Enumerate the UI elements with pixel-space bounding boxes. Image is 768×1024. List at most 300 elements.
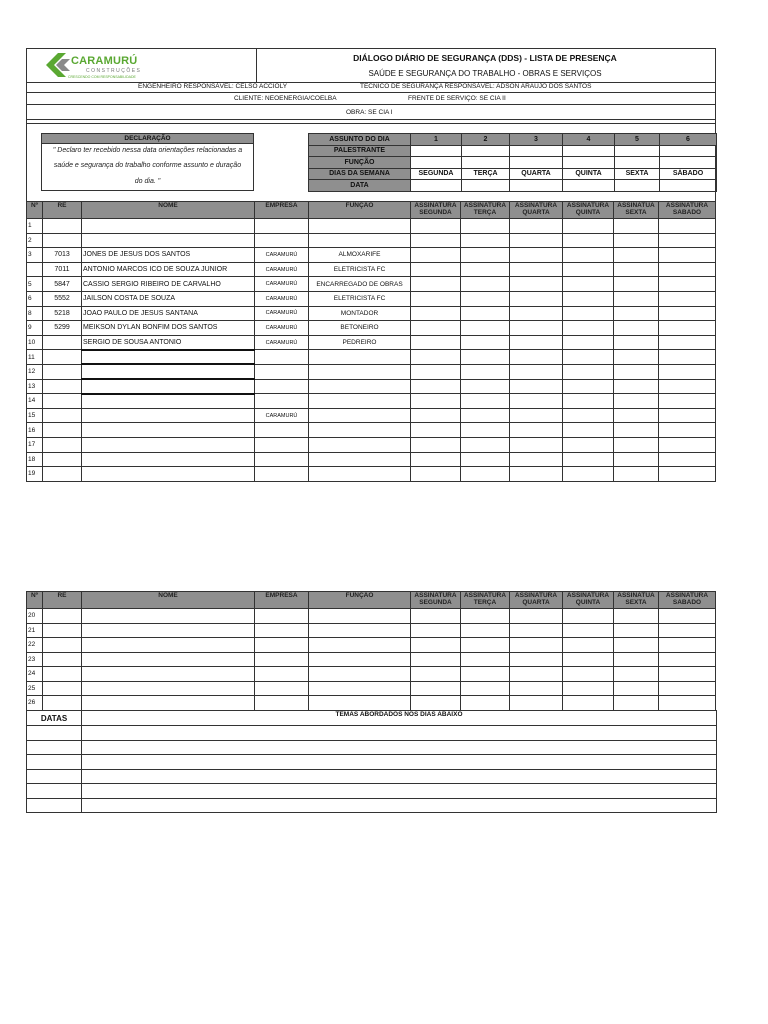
column-header: NOME	[82, 202, 255, 219]
signature-cell[interactable]	[614, 321, 659, 336]
signature-cell[interactable]	[411, 335, 461, 350]
signature-cell[interactable]	[461, 623, 510, 638]
employee-cell[interactable]	[82, 696, 255, 711]
signature-cell[interactable]	[614, 335, 659, 350]
signature-cell[interactable]	[563, 696, 614, 711]
signature-cell[interactable]	[659, 233, 716, 248]
signature-cell[interactable]	[659, 379, 716, 394]
signature-cell[interactable]	[411, 696, 461, 711]
employee-cell[interactable]	[43, 638, 82, 653]
signature-cell[interactable]	[659, 609, 716, 624]
signature-cell[interactable]	[614, 408, 659, 423]
signature-cell[interactable]	[461, 233, 510, 248]
subject-row-label: PALESTRANTE	[309, 145, 411, 157]
topic-text-cell[interactable]	[82, 769, 717, 784]
column-header: Nº	[27, 202, 43, 219]
signature-header-line-1: ASSINATURA	[566, 202, 610, 209]
logo-name: CARAMURÚ	[71, 55, 138, 67]
signature-header-line-2: SEXTA	[625, 599, 647, 606]
signature-cell[interactable]	[614, 364, 659, 379]
signature-cell[interactable]	[510, 609, 563, 624]
signature-header-line-1: ASSINATURA	[514, 202, 558, 209]
signature-cell[interactable]	[614, 262, 659, 277]
signature-cell[interactable]	[659, 306, 716, 321]
employee-cell[interactable]	[43, 681, 82, 696]
signature-cell[interactable]	[461, 262, 510, 277]
signature-cell[interactable]	[461, 394, 510, 409]
signature-cell[interactable]	[614, 277, 659, 292]
signature-cell[interactable]	[614, 609, 659, 624]
employee-function	[309, 233, 411, 248]
signature-cell[interactable]	[510, 277, 563, 292]
signature-cell[interactable]	[411, 350, 461, 365]
signature-cell[interactable]	[510, 233, 563, 248]
employee-company: CARAMURÚ	[255, 262, 309, 277]
employee-cell[interactable]	[309, 609, 411, 624]
signature-cell[interactable]	[461, 379, 510, 394]
employee-function	[309, 394, 411, 409]
employee-company	[255, 350, 309, 365]
signature-cell[interactable]	[411, 423, 461, 438]
subject-row-label: DATA	[309, 180, 411, 192]
employee-name: SERGIO DE SOUSA ANTONIO	[82, 335, 255, 350]
signature-cell[interactable]	[411, 609, 461, 624]
signature-cell[interactable]	[563, 306, 614, 321]
signature-cell[interactable]	[614, 652, 659, 667]
signature-cell[interactable]	[461, 291, 510, 306]
signature-cell[interactable]	[411, 291, 461, 306]
signature-header-line-2: TERÇA	[473, 599, 497, 606]
employee-company	[255, 394, 309, 409]
signature-cell[interactable]	[614, 248, 659, 263]
signature-cell[interactable]	[563, 233, 614, 248]
table-row	[27, 437, 716, 452]
employee-re: 5299	[43, 321, 82, 336]
row-number: 16	[27, 423, 43, 438]
signature-cell[interactable]	[614, 467, 659, 482]
signature-cell[interactable]	[510, 681, 563, 696]
signature-cell[interactable]	[614, 306, 659, 321]
row-number: 26	[27, 696, 43, 711]
signature-cell[interactable]	[563, 681, 614, 696]
signature-cell[interactable]	[614, 623, 659, 638]
employee-function	[309, 437, 411, 452]
signature-header-line-1: ASSINATURA	[463, 202, 507, 209]
signature-cell[interactable]	[411, 277, 461, 292]
employee-name	[82, 219, 255, 234]
employee-cell[interactable]	[309, 681, 411, 696]
subject-cell[interactable]	[462, 180, 510, 192]
signature-cell[interactable]	[614, 394, 659, 409]
employee-cell[interactable]	[82, 638, 255, 653]
employee-company	[255, 233, 309, 248]
signature-cell[interactable]	[563, 248, 614, 263]
signature-cell[interactable]	[659, 638, 716, 653]
signature-cell[interactable]	[659, 219, 716, 234]
signature-cell[interactable]	[411, 437, 461, 452]
subject-cell[interactable]	[510, 157, 563, 169]
signature-cell[interactable]	[510, 667, 563, 682]
signature-cell[interactable]	[510, 306, 563, 321]
signature-header-line-2: SEGUNDA	[419, 209, 452, 216]
subject-cell[interactable]	[462, 157, 510, 169]
signature-cell[interactable]	[510, 652, 563, 667]
employee-name	[82, 233, 255, 248]
topic-row	[27, 726, 717, 741]
signature-cell[interactable]	[614, 219, 659, 234]
signature-cell[interactable]	[411, 467, 461, 482]
signature-cell[interactable]	[510, 408, 563, 423]
signature-cell[interactable]	[461, 423, 510, 438]
row-number: 18	[27, 452, 43, 467]
signature-cell[interactable]	[461, 667, 510, 682]
signature-cell[interactable]	[461, 609, 510, 624]
employee-re	[43, 467, 82, 482]
table-row	[27, 609, 716, 624]
signature-cell[interactable]	[614, 233, 659, 248]
signature-cell[interactable]	[563, 609, 614, 624]
table-row	[27, 623, 716, 638]
topic-text-cell[interactable]	[82, 740, 717, 755]
row-number: 9	[27, 321, 43, 336]
signature-cell[interactable]	[510, 364, 563, 379]
topic-text-cell[interactable]	[82, 755, 717, 770]
subject-cell[interactable]	[510, 180, 563, 192]
employee-function	[309, 467, 411, 482]
signature-cell[interactable]	[411, 623, 461, 638]
row-number: 13	[27, 379, 43, 394]
signature-cell[interactable]	[614, 696, 659, 711]
attendance-table-continued	[26, 591, 716, 711]
employee-cell[interactable]	[309, 638, 411, 653]
topic-date-cell[interactable]	[27, 769, 82, 784]
table-row	[27, 452, 716, 467]
signature-cell[interactable]	[411, 394, 461, 409]
employee-function: ENCARREGADO DE OBRAS	[309, 277, 411, 292]
table-row	[27, 467, 716, 482]
table-row	[27, 233, 716, 248]
signature-cell[interactable]	[510, 291, 563, 306]
signature-cell[interactable]	[510, 696, 563, 711]
employee-name: ANTONIO MARCOS ICO DE SOUZA JUNIOR	[82, 262, 255, 277]
employee-cell[interactable]	[255, 696, 309, 711]
table-row	[27, 364, 716, 379]
signature-column-header	[411, 202, 461, 219]
signature-cell[interactable]	[563, 652, 614, 667]
signature-cell[interactable]	[461, 681, 510, 696]
topic-row	[27, 769, 717, 784]
signature-cell[interactable]	[411, 262, 461, 277]
table-row	[27, 277, 716, 292]
signature-cell[interactable]	[659, 623, 716, 638]
signature-cell[interactable]	[411, 638, 461, 653]
signature-cell[interactable]	[659, 291, 716, 306]
topic-text-cell[interactable]	[82, 798, 717, 813]
weekday-label: QUARTA	[510, 168, 563, 180]
column-header: EMPRESA	[255, 202, 309, 219]
signature-cell[interactable]	[510, 437, 563, 452]
employee-cell[interactable]	[43, 623, 82, 638]
signature-header-line-1: ASSINATURA	[665, 592, 709, 599]
signature-cell[interactable]	[510, 350, 563, 365]
signature-cell[interactable]	[461, 335, 510, 350]
signature-cell[interactable]	[510, 423, 563, 438]
signature-cell[interactable]	[614, 437, 659, 452]
employee-re	[43, 423, 82, 438]
signature-cell[interactable]	[510, 452, 563, 467]
signature-cell[interactable]	[510, 321, 563, 336]
row-number: 2	[27, 233, 43, 248]
signature-cell[interactable]	[614, 452, 659, 467]
signature-cell[interactable]	[659, 652, 716, 667]
employee-cell[interactable]	[82, 609, 255, 624]
signature-cell[interactable]	[659, 394, 716, 409]
signature-cell[interactable]	[614, 291, 659, 306]
signature-cell[interactable]	[659, 437, 716, 452]
signature-cell[interactable]	[563, 291, 614, 306]
topic-date-cell[interactable]	[27, 798, 82, 813]
signature-cell[interactable]	[659, 667, 716, 682]
topic-text-cell[interactable]	[82, 726, 717, 741]
signature-cell[interactable]	[659, 452, 716, 467]
employee-cell[interactable]	[255, 681, 309, 696]
signature-column-header	[614, 592, 659, 609]
signature-cell[interactable]	[510, 335, 563, 350]
employee-company	[255, 467, 309, 482]
employee-function: PEDREIRO	[309, 335, 411, 350]
signature-cell[interactable]	[461, 452, 510, 467]
signature-cell[interactable]	[563, 321, 614, 336]
employee-re: 5218	[43, 306, 82, 321]
signature-cell[interactable]	[461, 696, 510, 711]
employee-cell[interactable]	[309, 696, 411, 711]
subject-cell[interactable]	[563, 157, 615, 169]
employee-name	[82, 408, 255, 423]
signature-cell[interactable]	[563, 452, 614, 467]
declaration-box	[41, 133, 254, 191]
signature-cell[interactable]	[461, 219, 510, 234]
signature-cell[interactable]	[411, 452, 461, 467]
signature-cell[interactable]	[563, 364, 614, 379]
signature-header-line-2: QUARTA	[522, 599, 550, 606]
signature-cell[interactable]	[659, 350, 716, 365]
employee-name	[82, 394, 255, 409]
signature-cell[interactable]	[563, 350, 614, 365]
declaration-line-1: " Declaro ter recebido nessa data orientações relacionadas a	[52, 147, 243, 154]
table-row	[27, 248, 716, 263]
employee-cell[interactable]	[309, 667, 411, 682]
employee-company: CARAMURÚ	[255, 408, 309, 423]
signature-cell[interactable]	[563, 437, 614, 452]
signature-cell[interactable]	[563, 467, 614, 482]
employee-cell[interactable]	[43, 696, 82, 711]
signature-cell[interactable]	[461, 437, 510, 452]
employee-cell[interactable]	[255, 609, 309, 624]
column-header: NOME	[82, 592, 255, 609]
signature-cell[interactable]	[563, 219, 614, 234]
signature-cell[interactable]	[563, 379, 614, 394]
subject-cell[interactable]	[563, 145, 615, 157]
employee-cell[interactable]	[43, 652, 82, 667]
topic-text-cell[interactable]	[82, 784, 717, 799]
signature-cell[interactable]	[411, 364, 461, 379]
document-subtitle: SAÚDE E SEGURANÇA DO TRABALHO - OBRAS E SERVIÇOS	[368, 69, 602, 78]
signature-cell[interactable]	[614, 423, 659, 438]
subject-cell[interactable]	[615, 157, 660, 169]
signature-cell[interactable]	[461, 350, 510, 365]
signature-cell[interactable]	[563, 262, 614, 277]
employee-company: CARAMURÚ	[255, 277, 309, 292]
signature-cell[interactable]	[614, 638, 659, 653]
signature-cell[interactable]	[659, 681, 716, 696]
subject-cell[interactable]	[660, 180, 717, 192]
signature-cell[interactable]	[563, 408, 614, 423]
signature-column-header	[510, 592, 563, 609]
signature-cell[interactable]	[563, 394, 614, 409]
topics-table	[26, 710, 717, 813]
signature-cell[interactable]	[411, 667, 461, 682]
signature-cell[interactable]	[411, 233, 461, 248]
employee-cell[interactable]	[43, 609, 82, 624]
employee-cell[interactable]	[309, 623, 411, 638]
subject-cell[interactable]	[615, 180, 660, 192]
signature-cell[interactable]	[510, 394, 563, 409]
signature-cell[interactable]	[411, 652, 461, 667]
signature-cell[interactable]	[614, 350, 659, 365]
signature-cell[interactable]	[510, 467, 563, 482]
subject-cell[interactable]	[411, 157, 462, 169]
signature-column-header	[563, 202, 614, 219]
employee-function: MONTADOR	[309, 306, 411, 321]
employee-cell[interactable]	[255, 667, 309, 682]
signature-cell[interactable]	[659, 321, 716, 336]
subject-cell[interactable]	[462, 145, 510, 157]
signature-cell[interactable]	[659, 696, 716, 711]
row-number	[27, 262, 43, 277]
employee-cell[interactable]	[255, 652, 309, 667]
signature-cell[interactable]	[659, 277, 716, 292]
employee-cell[interactable]	[82, 623, 255, 638]
employee-re	[43, 219, 82, 234]
signature-cell[interactable]	[563, 667, 614, 682]
signature-cell[interactable]	[461, 652, 510, 667]
subject-cell[interactable]	[660, 145, 717, 157]
employee-company: CARAMURÚ	[255, 306, 309, 321]
signature-cell[interactable]	[659, 364, 716, 379]
signature-header-line-1: ASSINATUA	[617, 202, 655, 209]
signature-cell[interactable]	[659, 408, 716, 423]
signature-cell[interactable]	[563, 277, 614, 292]
employee-cell[interactable]	[82, 652, 255, 667]
subject-cell[interactable]	[563, 180, 615, 192]
subject-row	[309, 157, 717, 169]
subject-cell[interactable]	[411, 145, 462, 157]
signature-column-header	[461, 592, 510, 609]
employee-name	[82, 452, 255, 467]
company-logo	[44, 52, 144, 86]
employee-re	[43, 452, 82, 467]
signature-cell[interactable]	[411, 379, 461, 394]
signature-cell[interactable]	[614, 379, 659, 394]
employee-re	[43, 364, 82, 379]
signature-cell[interactable]	[411, 219, 461, 234]
subject-cell[interactable]	[615, 145, 660, 157]
signature-header-line-1: ASSINATURA	[514, 592, 558, 599]
signature-cell[interactable]	[563, 638, 614, 653]
signature-cell[interactable]	[461, 408, 510, 423]
signature-cell[interactable]	[510, 262, 563, 277]
subject-cell[interactable]	[660, 157, 717, 169]
subject-cell[interactable]	[411, 180, 462, 192]
employee-company	[255, 364, 309, 379]
employee-cell[interactable]	[82, 681, 255, 696]
employee-cell[interactable]	[82, 667, 255, 682]
signature-cell[interactable]	[461, 364, 510, 379]
signature-cell[interactable]	[659, 262, 716, 277]
signature-cell[interactable]	[411, 321, 461, 336]
employee-cell[interactable]	[255, 623, 309, 638]
signature-cell[interactable]	[563, 623, 614, 638]
signature-header-line-1: ASSINATURA	[414, 202, 457, 209]
table-row	[27, 350, 716, 365]
topic-date-cell[interactable]	[27, 726, 82, 741]
signature-cell[interactable]	[461, 306, 510, 321]
day-number: 5	[615, 134, 660, 146]
signature-cell[interactable]	[563, 335, 614, 350]
weekday-label: TERÇA	[462, 168, 510, 180]
signature-cell[interactable]	[510, 219, 563, 234]
signature-cell[interactable]	[659, 467, 716, 482]
topic-date-cell[interactable]	[27, 784, 82, 799]
signature-cell[interactable]	[510, 638, 563, 653]
row-number: 20	[27, 609, 43, 624]
attendance-table	[26, 201, 716, 482]
signature-cell[interactable]	[659, 248, 716, 263]
topic-date-cell[interactable]	[27, 755, 82, 770]
signature-cell[interactable]	[659, 335, 716, 350]
employee-cell[interactable]	[43, 667, 82, 682]
employee-name	[82, 379, 255, 394]
signature-cell[interactable]	[461, 277, 510, 292]
signature-cell[interactable]	[510, 248, 563, 263]
signature-cell[interactable]	[411, 681, 461, 696]
signature-cell[interactable]	[614, 681, 659, 696]
employee-re: 7013	[43, 248, 82, 263]
row-number: 23	[27, 652, 43, 667]
column-header: RE	[43, 592, 82, 609]
signature-cell[interactable]	[659, 423, 716, 438]
topic-row	[27, 740, 717, 755]
signature-cell[interactable]	[461, 248, 510, 263]
signature-cell[interactable]	[411, 408, 461, 423]
signature-cell[interactable]	[510, 379, 563, 394]
employee-cell[interactable]	[255, 638, 309, 653]
signature-cell[interactable]	[461, 321, 510, 336]
table-row	[27, 306, 716, 321]
topic-row	[27, 784, 717, 799]
subject-cell[interactable]	[510, 145, 563, 157]
signature-cell[interactable]	[461, 638, 510, 653]
signature-cell[interactable]	[563, 423, 614, 438]
employee-cell[interactable]	[309, 652, 411, 667]
signature-cell[interactable]	[461, 467, 510, 482]
employee-function	[309, 452, 411, 467]
signature-cell[interactable]	[411, 306, 461, 321]
signature-cell[interactable]	[614, 667, 659, 682]
signature-cell[interactable]	[510, 623, 563, 638]
signature-cell[interactable]	[411, 248, 461, 263]
topic-date-cell[interactable]	[27, 740, 82, 755]
